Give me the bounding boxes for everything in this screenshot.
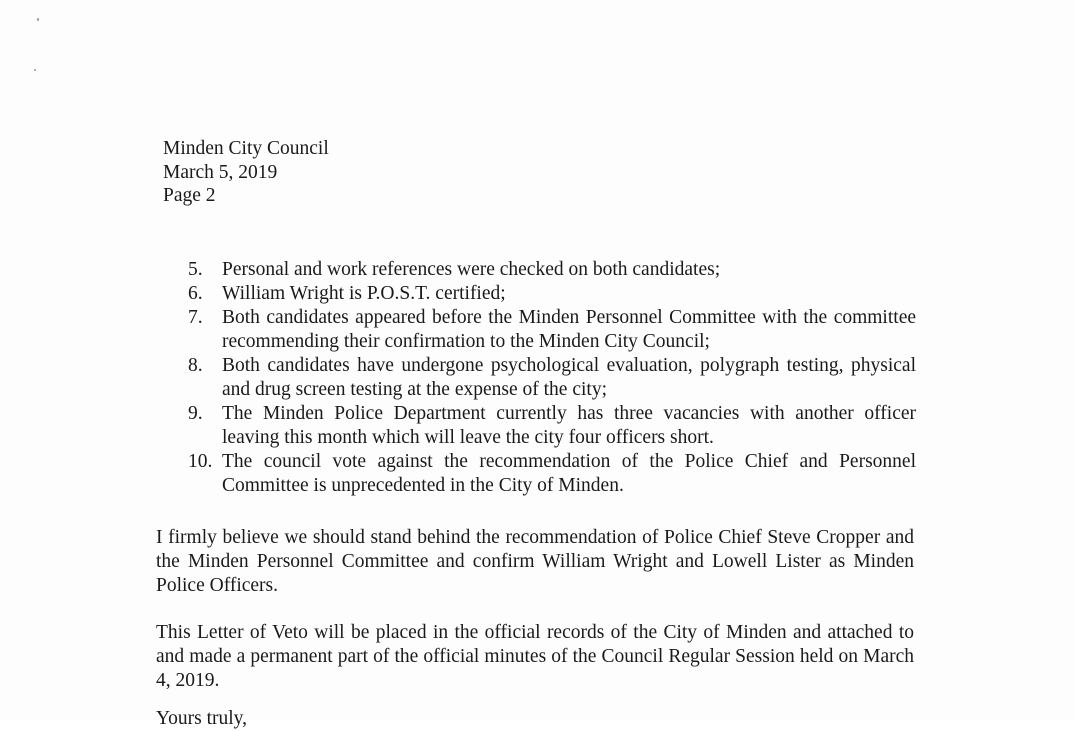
list-item-text: Both candidates appeared before the Minden Personnel Committee with the committee recommending their confirmation to the Minden City Council; [222, 307, 916, 352]
scan-speck [37, 18, 39, 21]
list-item-text: The council vote against the recommendation of the Police Chief and Personnel Committee is unprecedented in the City of Minden. [222, 451, 916, 496]
header-org: Minden City Council [163, 138, 329, 159]
list-item-number: 6. [188, 283, 203, 304]
list-item-text: Personal and work references were checked on both candidates; [222, 259, 721, 280]
list-item [188, 282, 916, 306]
list-item-number: 10. [188, 451, 213, 472]
list-item [188, 354, 916, 402]
list-item [188, 402, 916, 450]
list-item-text: William Wright is P.O.S.T. certified; [222, 283, 506, 304]
list-item [188, 258, 916, 282]
list-item-number: 8. [188, 355, 203, 376]
closing-line: Yours truly, [156, 708, 248, 729]
list-item [188, 306, 916, 354]
letter-header [163, 137, 329, 208]
numbered-list [188, 258, 916, 498]
scan-speck [34, 69, 36, 71]
header-date: March 5, 2019 [163, 161, 278, 183]
body-paragraph-records: This Letter of Veto will be placed in the official records of the City of Minden and attached to and made a permanent part of the official minutes of the Council Regular Session held on March 4, 2019. [156, 622, 914, 691]
body-paragraph-recommendation: I firmly believe we should stand behind the recommendation of Police Chief Steve Cropper and the Minden Personnel Committee and confirm William Wright and Lowell Lister as Minden Police Officers. [156, 527, 914, 596]
list-item-number: 7. [188, 307, 203, 328]
list-item-number: 9. [188, 403, 203, 424]
list-item-text: The Minden Police Department currently has three vacancies with another officer leaving this month which will leave the city four officers short. [222, 403, 916, 448]
list-item-number: 5. [188, 259, 203, 280]
list-item-text: Both candidates have undergone psychological evaluation, polygraph testing, physical and drug screen testing at the expense of the city; [222, 355, 916, 400]
header-page: Page 2 [163, 185, 216, 206]
list-item [188, 450, 916, 498]
